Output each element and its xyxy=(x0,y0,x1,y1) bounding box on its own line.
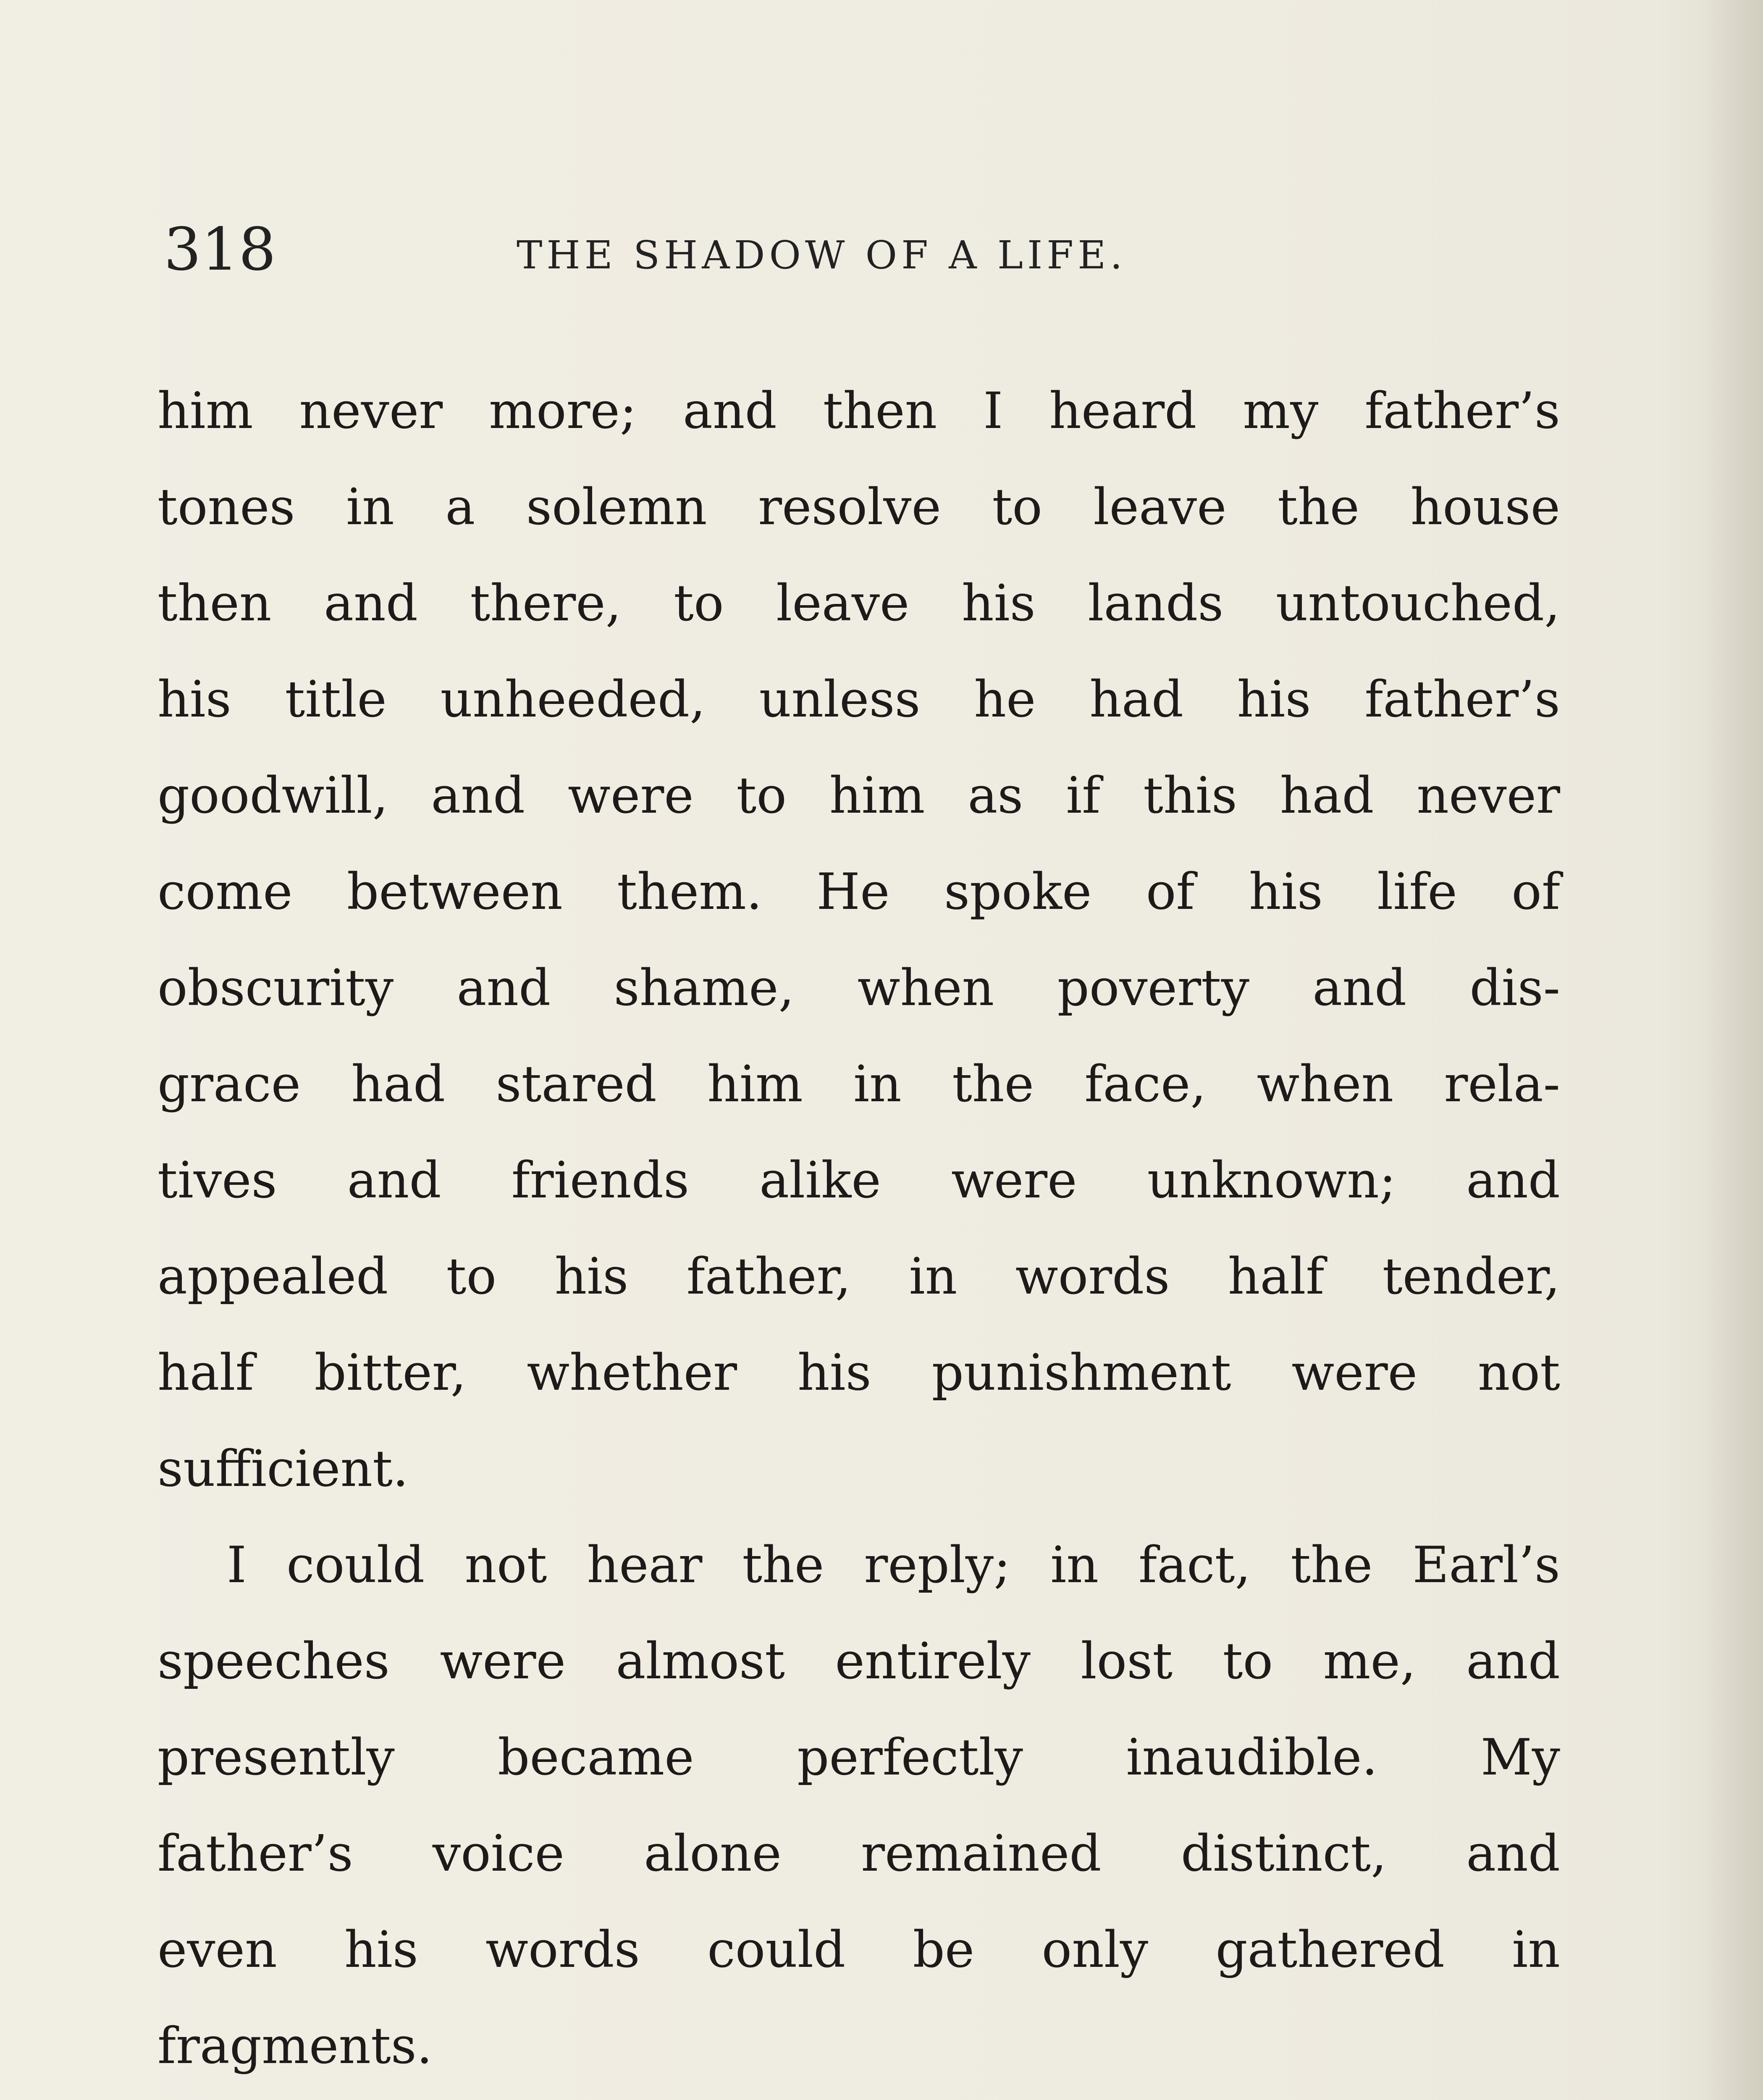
text-line: speeches were almost entirely lost to me, and xyxy=(157,1633,1560,1690)
text-line: father’s voice alone remained distinct, and xyxy=(157,1825,1560,1883)
paragraph-1 xyxy=(157,363,1560,1517)
running-title: THE SHADOW OF A LIFE. xyxy=(517,233,1127,278)
text-line: tives and friends alike were unknown; and xyxy=(157,1152,1560,1210)
text-line: I could not hear the reply; in fact, the Earl’s xyxy=(227,1536,1560,1594)
text-line: half bitter, whether his punishment were not xyxy=(157,1344,1560,1402)
page-edge-shadow xyxy=(1704,0,1763,2100)
text-line: then and there, to leave his lands untouched, xyxy=(157,575,1560,633)
page-header xyxy=(164,210,1600,290)
text-line: fragments. xyxy=(157,2017,433,2075)
text-line: appealed to his father, in words half tender, xyxy=(157,1248,1560,1306)
text-line: him never more; and then I heard my father’s xyxy=(157,382,1560,440)
text-line: even his words could be only gathered in xyxy=(157,1921,1560,1979)
text-line: obscurity and shame, when poverty and dis- xyxy=(157,959,1560,1017)
page-number: 318 xyxy=(164,215,276,284)
body-text xyxy=(157,363,1560,2100)
text-line: his title unheeded, unless he had his father’s xyxy=(157,671,1560,729)
paragraph-2 xyxy=(157,1517,1560,2095)
text-line: sufficient. xyxy=(157,1440,409,1498)
text-line: goodwill, and were to him as if this had never xyxy=(157,767,1560,825)
text-line: presently became perfectly inaudible. My xyxy=(157,1729,1560,1787)
text-line: grace had stared him in the face, when rela- xyxy=(157,1055,1560,1113)
text-line: come between them. He spoke of his life of xyxy=(157,863,1560,921)
text-line: tones in a solemn resolve to leave the house xyxy=(157,478,1560,536)
